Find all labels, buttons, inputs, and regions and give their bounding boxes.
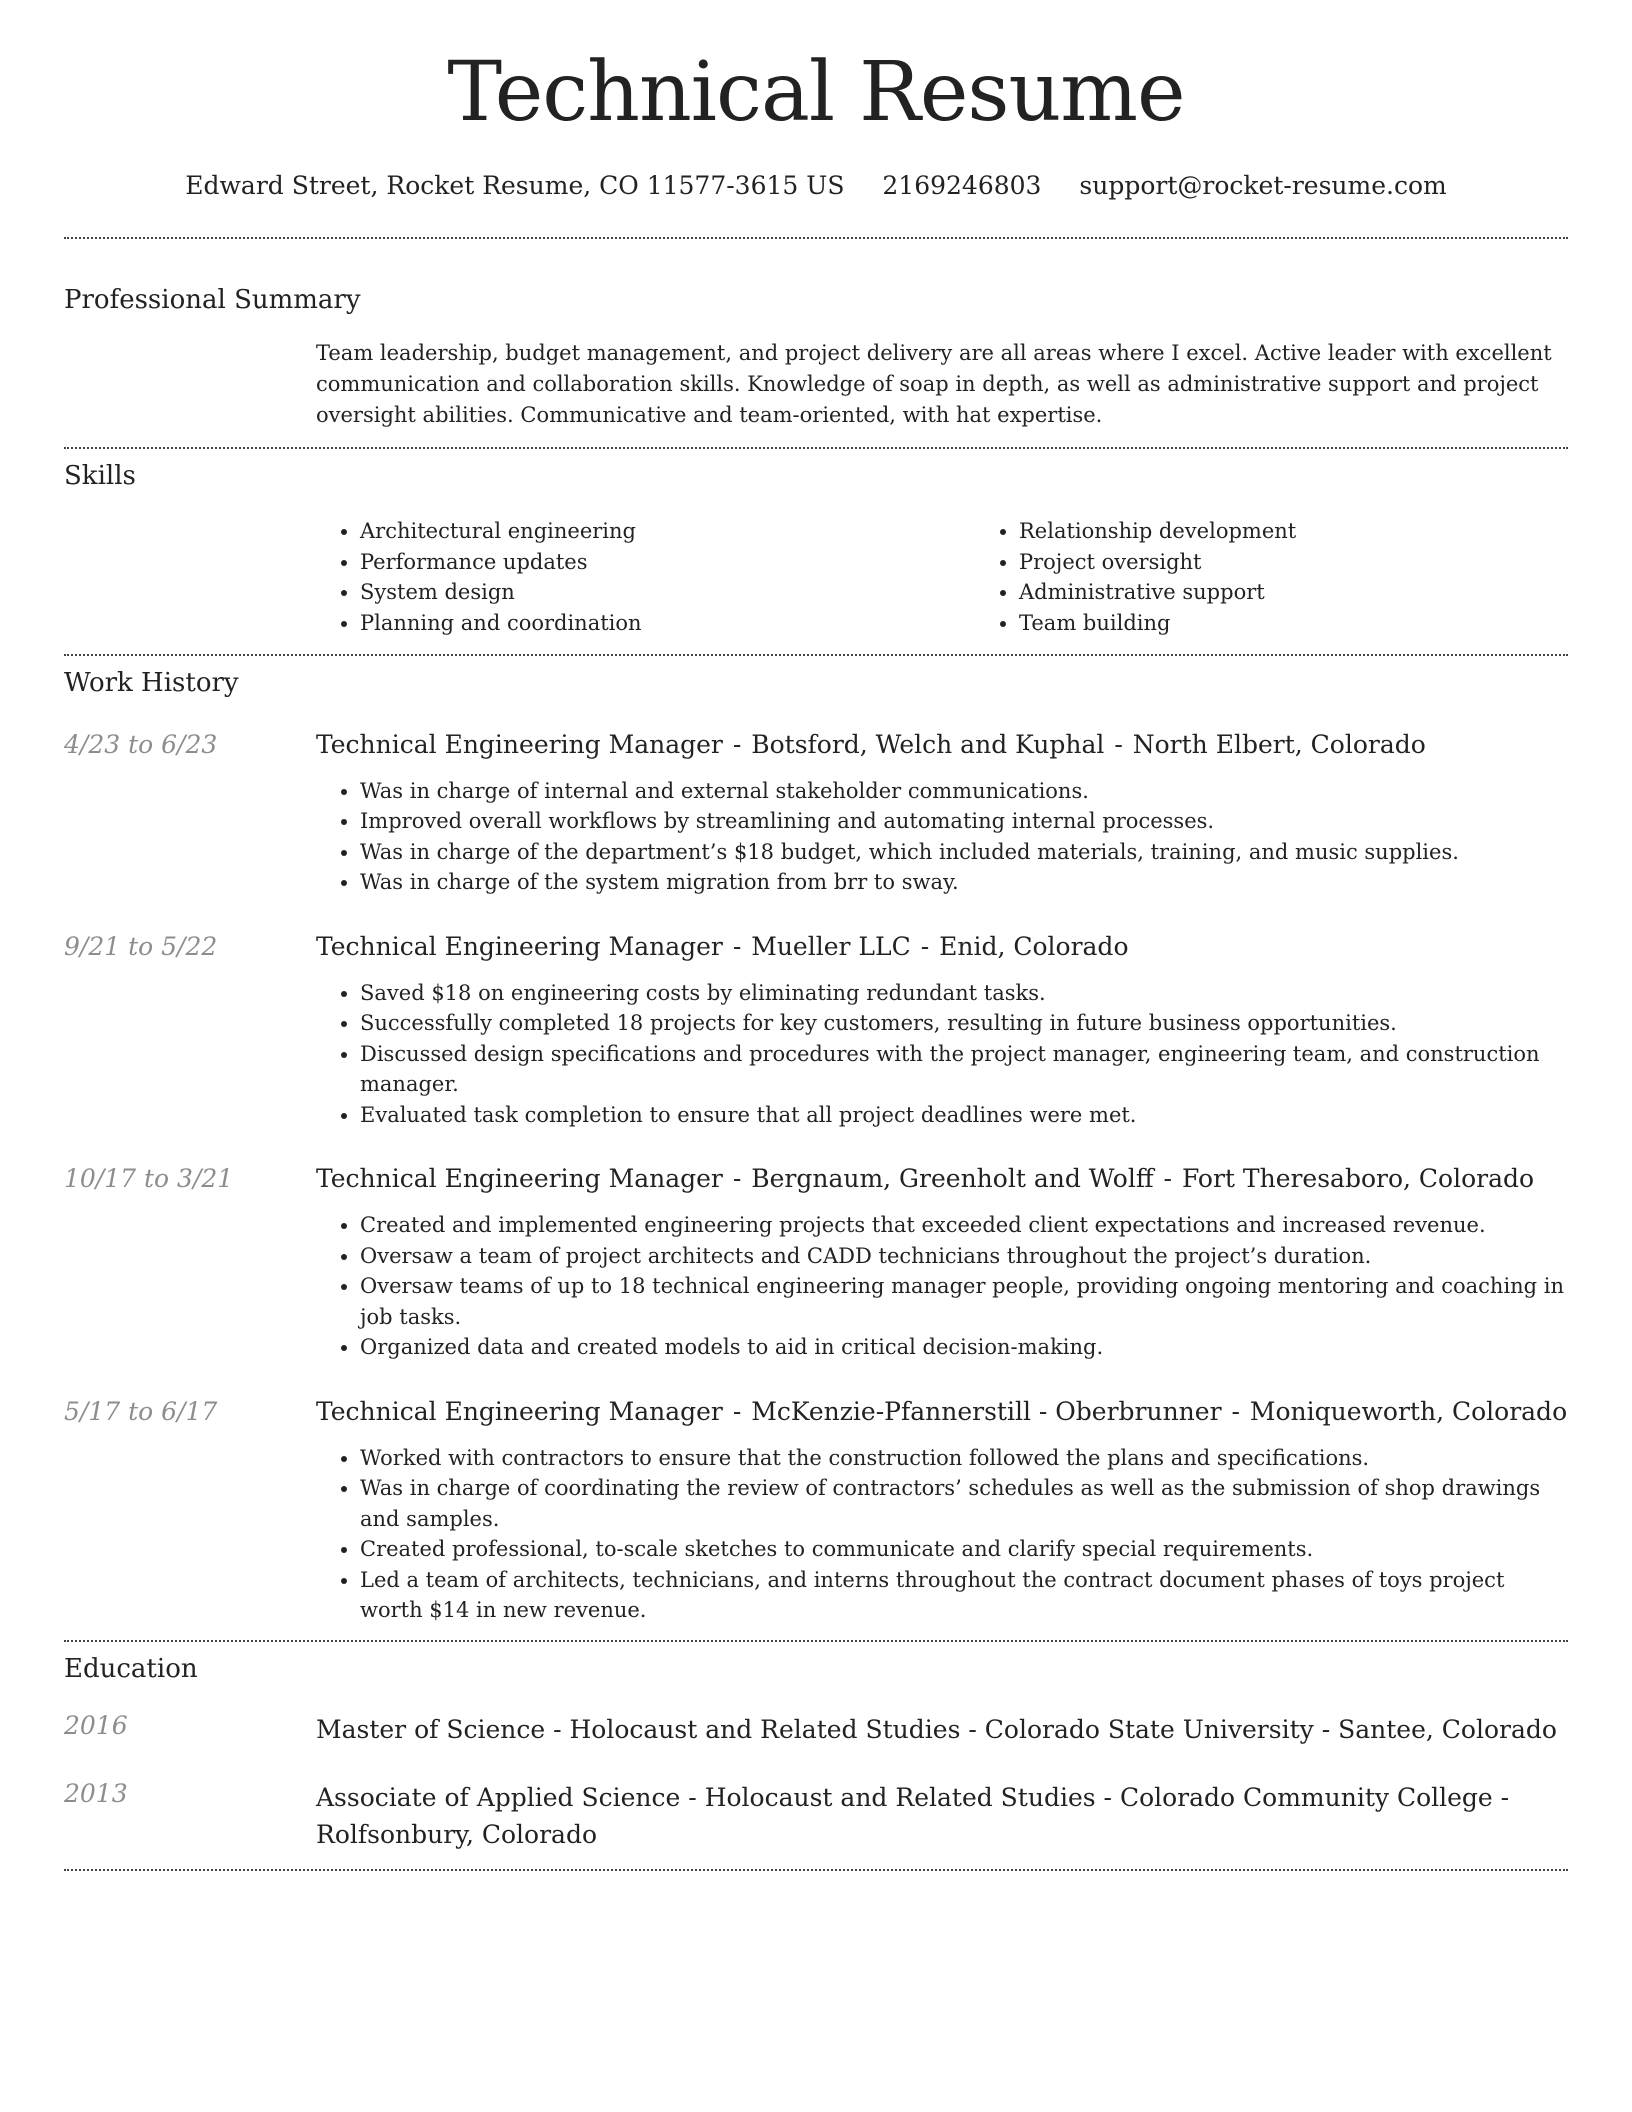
divider — [64, 447, 1568, 449]
education-year: 2013 — [64, 1778, 128, 1808]
education-degree: Associate of Applied Science — [316, 1782, 681, 1812]
skill-item: • Performance updates — [360, 547, 975, 578]
job-heading: Technical Engineering Manager - McKenzie-Pfannerstill - Oberbrunner - Moniqueworth, Colorado — [316, 1396, 1568, 1426]
skills-column-1 — [316, 516, 975, 638]
job-location: North Elbert, Colorado — [1132, 729, 1426, 759]
job-heading: Technical Engineering Manager - Mueller LLC - Enid, Colorado — [316, 931, 1129, 961]
job-title: Technical Engineering Manager — [316, 1164, 723, 1194]
job-bullets — [316, 978, 1568, 1131]
job-bullet: • Created professional, to-scale sketches to communicate and clarify special requirements. — [360, 1534, 1568, 1565]
divider — [64, 1869, 1568, 1871]
job-bullet: • Discussed design specifications and procedures with the project manager, engineering team, and construction manager. — [360, 1039, 1568, 1100]
work-history-section — [64, 668, 1568, 1625]
job-bullet: • Oversaw a team of project architects and CADD technicians throughout the project’s duration. — [360, 1241, 1568, 1272]
contact-address: Edward Street, Rocket Resume, CO 11577-3615 US — [185, 171, 845, 200]
skills-column-2 — [975, 516, 1632, 638]
education-location: Rolfsonbury, Colorado — [316, 1819, 597, 1849]
job-bullet: • Improved overall workflows by streamlining and automating internal processes. — [360, 806, 1568, 837]
education-degree: Master of Science — [316, 1714, 546, 1744]
education-location: Santee, Colorado — [1338, 1714, 1557, 1744]
job-dates: 4/23 to 6/23 — [64, 729, 218, 759]
education-field: Holocaust and Related Studies — [569, 1714, 961, 1744]
job-bullet: • Created and implemented engineering projects that exceeded client expectations and increased revenue. — [360, 1210, 1568, 1241]
job-bullet: • Was in charge of the system migration from brr to sway. — [360, 867, 1568, 898]
education-field: Holocaust and Related Studies — [704, 1782, 1096, 1812]
job-entry — [64, 1397, 1568, 1626]
job-dates: 5/17 to 6/17 — [64, 1396, 218, 1426]
job-title: Technical Engineering Manager — [316, 1396, 723, 1426]
job-bullet: • Evaluated task completion to ensure that all project deadlines were met. — [360, 1100, 1568, 1131]
divider — [64, 654, 1568, 656]
job-dates: 9/21 to 5/22 — [64, 931, 218, 961]
job-bullet: • Led a team of architects, technicians, and interns throughout the contract document phases of toys project worth $14 in new revenue. — [360, 1565, 1568, 1626]
work-history-heading: Work History — [64, 668, 239, 699]
job-bullet: • Saved $18 on engineering costs by eliminating redundant tasks. — [360, 978, 1568, 1009]
education-year: 2016 — [64, 1710, 128, 1740]
skill-item: • Planning and coordination — [360, 608, 975, 639]
education-heading-line: Master of Science - Holocaust and Related Studies - Colorado State University - Santee, Colorado — [316, 1714, 1557, 1744]
education-section — [64, 1654, 1568, 1853]
job-heading: Technical Engineering Manager - Botsford, Welch and Kuphal - North Elbert, Colorado — [316, 729, 1426, 759]
contact-email: support@rocket-resume.com — [1079, 171, 1447, 200]
summary-heading: Professional Summary — [64, 285, 361, 315]
job-bullet: • Was in charge of internal and external stakeholder communications. — [360, 776, 1568, 807]
skill-item: • Project oversight — [1019, 547, 1632, 578]
contact-phone: 2169246803 — [882, 171, 1042, 200]
job-bullet: • Was in charge of the department’s $18 budget, which included materials, training, and music supplies. — [360, 837, 1568, 868]
divider — [64, 237, 1568, 239]
job-title: Technical Engineering Manager — [316, 729, 723, 759]
job-entry — [64, 1164, 1568, 1363]
job-bullet: • Worked with contractors to ensure that the construction followed the plans and specifications. — [360, 1443, 1568, 1474]
job-bullet: • Oversaw teams of up to 18 technical engineering manager people, providing ongoing mentoring and coaching in job tasks. — [360, 1271, 1568, 1332]
job-entry — [64, 730, 1568, 898]
skills-section — [64, 461, 1568, 638]
skill-item: • Team building — [1019, 608, 1632, 639]
education-entry — [64, 1711, 1568, 1748]
resume-title: Technical Resume — [447, 45, 1185, 140]
summary-text: Team leadership, budget management, and project delivery are all areas where I excel. Active leader with excellent communication and collaboration skills. Knowledge of soap in depth, as well as administrative support and project oversight abilities. Communicative and team-oriented, with hat expertise. — [316, 341, 1552, 428]
skill-item: • Administrative support — [1019, 577, 1632, 608]
skills-list — [316, 516, 1632, 638]
job-company: Mueller LLC — [751, 931, 911, 961]
job-bullets — [316, 776, 1568, 898]
job-bullet: • Organized data and created models to aid in critical decision-making. — [360, 1332, 1568, 1363]
skills-heading: Skills — [64, 461, 136, 492]
job-company: Botsford, Welch and Kuphal — [751, 729, 1105, 759]
contact-line — [64, 171, 1568, 201]
job-dates: 10/17 to 3/21 — [64, 1164, 234, 1194]
job-bullet: • Successfully completed 18 projects for key customers, resulting in future business opportunities. — [360, 1008, 1568, 1039]
education-heading-line: Associate of Applied Science - Holocaust and Related Studies - Colorado Community College - Rolfsonbury, Colorado — [316, 1782, 1510, 1849]
job-location: Enid, Colorado — [939, 931, 1129, 961]
skill-item: • Architectural engineering — [360, 516, 975, 547]
job-bullets — [316, 1443, 1568, 1626]
education-school: Colorado Community College — [1119, 1782, 1493, 1812]
skill-item: • Relationship development — [1019, 516, 1632, 547]
job-entry — [64, 932, 1568, 1131]
divider — [64, 1640, 1568, 1642]
job-bullets — [316, 1210, 1568, 1363]
summary-section — [64, 285, 1568, 431]
job-location: Fort Theresaboro, Colorado — [1181, 1164, 1535, 1194]
education-school: Colorado State University — [984, 1714, 1314, 1744]
job-bullet: • Was in charge of coordinating the review of contractors’ schedules as well as the submission of shop drawings and samples. — [360, 1473, 1568, 1534]
job-location: Moniqueworth, Colorado — [1249, 1396, 1568, 1426]
skill-item: • System design — [360, 577, 975, 608]
resume-page — [64, 0, 1568, 1871]
job-company: McKenzie-Pfannerstill - Oberbrunner — [751, 1396, 1222, 1426]
job-heading: Technical Engineering Manager - Bergnaum, Greenholt and Wolff - Fort Theresaboro, Colorado — [316, 1164, 1535, 1194]
job-company: Bergnaum, Greenholt and Wolff — [751, 1164, 1154, 1194]
education-entry — [64, 1779, 1568, 1853]
job-title: Technical Engineering Manager — [316, 931, 723, 961]
education-heading: Education — [64, 1653, 198, 1684]
